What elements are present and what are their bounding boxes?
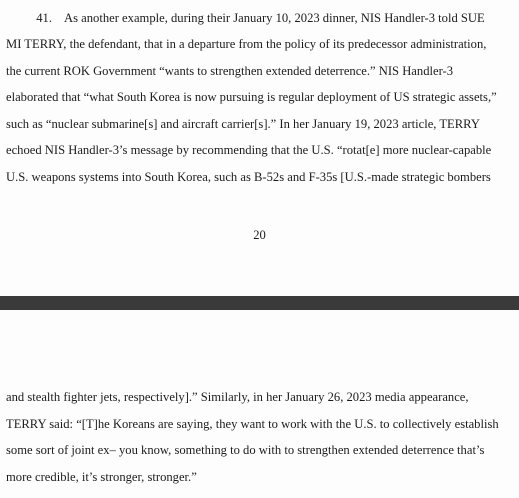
text-line: the current ROK Government “wants to strengthen extended deterrence.” NIS Handler-3 xyxy=(6,64,454,78)
text-line: such as “nuclear submarine[s] and aircraft carrier[s].” In her January 19, 2023 article, TERRY xyxy=(6,117,480,131)
text-line: U.S. weapons systems into South Korea, such as B-52s and F-35s [U.S.-made strategic bombers xyxy=(6,170,491,184)
paragraph-number: 41. xyxy=(36,11,52,25)
paragraph-first-line xyxy=(6,10,512,26)
text-line: TERRY said: “[T]he Koreans are saying, they want to work with the U.S. to collectively establish xyxy=(6,417,499,431)
page-number: 20 xyxy=(253,228,266,242)
document-page-bottom xyxy=(0,310,519,498)
text-line: elaborated that “what South Korea is now pursuing is regular deployment of US strategic assets,” xyxy=(6,90,497,104)
text-line: As another example, during their January 10, 2023 dinner, NIS Handler-3 told SUE xyxy=(64,11,485,25)
text-line: some sort of joint ex– you know, something to do with to strengthen extended deterrence that’s xyxy=(6,443,485,457)
text-line: MI TERRY, the defendant, that in a departure from the policy of its predecessor administration, xyxy=(6,37,487,51)
text-line: and stealth fighter jets, respectively].” Similarly, in her January 26, 2023 media appearance, xyxy=(6,390,469,404)
page-divider xyxy=(0,296,519,310)
text-line: echoed NIS Handler-3’s message by recommending that the U.S. “rotat[e] more nuclear-capable xyxy=(6,143,492,157)
text-line: more credible, it’s stronger, stronger.” xyxy=(6,470,197,484)
